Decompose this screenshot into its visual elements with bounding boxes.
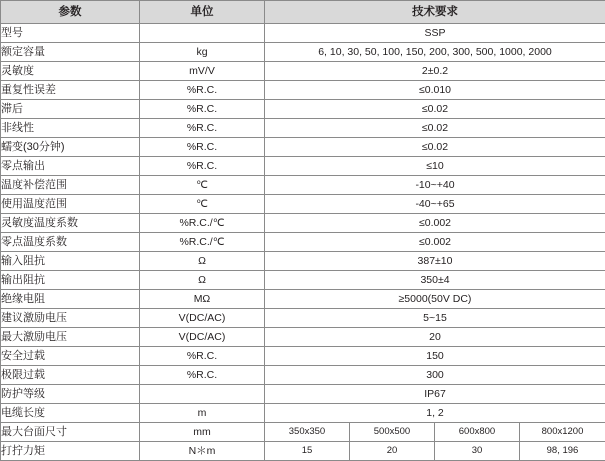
cell-requirement: -40~+65 [265, 195, 605, 214]
cell-parameter: 重复性误差 [1, 81, 140, 100]
cell-requirement-1: 15 [265, 442, 350, 461]
cell-parameter: 极限过载 [1, 366, 140, 385]
cell-requirement: ≤0.002 [265, 214, 605, 233]
cell-requirement: ≤0.02 [265, 100, 605, 119]
table-row [1, 214, 605, 233]
table-header [1, 1, 605, 24]
cell-parameter: 滞后 [1, 100, 140, 119]
cell-unit: Ω [140, 271, 265, 290]
cell-unit: %R.C./℃ [140, 214, 265, 233]
cell-unit: ℃ [140, 195, 265, 214]
cell-parameter: 最大台面尺寸 [1, 423, 140, 442]
table-row [1, 271, 605, 290]
cell-requirement-2: 500x500 [350, 423, 435, 442]
table-row [1, 138, 605, 157]
cell-unit: %R.C. [140, 81, 265, 100]
table-row [1, 252, 605, 271]
cell-parameter: 电缆长度 [1, 404, 140, 423]
table-row [1, 119, 605, 138]
cell-parameter: 型号 [1, 24, 140, 43]
cell-parameter: 蠕变(30分钟) [1, 138, 140, 157]
cell-requirement: ≤10 [265, 157, 605, 176]
table-row [1, 100, 605, 119]
cell-unit: m [140, 404, 265, 423]
cell-requirement: -10~+40 [265, 176, 605, 195]
cell-parameter: 输出阻抗 [1, 271, 140, 290]
cell-unit: N＊m [140, 442, 265, 461]
cell-unit: %R.C./℃ [140, 233, 265, 252]
table-row [1, 366, 605, 385]
cell-requirement: 150 [265, 347, 605, 366]
cell-unit [140, 24, 265, 43]
table-row [1, 385, 605, 404]
cell-requirement-4: 800x1200 [520, 423, 605, 442]
table-row [1, 81, 605, 100]
table-row [1, 328, 605, 347]
table-row [1, 309, 605, 328]
cell-unit: ℃ [140, 176, 265, 195]
cell-parameter: 灵敏度 [1, 62, 140, 81]
cell-requirement-3: 30 [435, 442, 520, 461]
table-row [1, 43, 605, 62]
cell-unit: mV/V [140, 62, 265, 81]
cell-parameter: 输入阻抗 [1, 252, 140, 271]
cell-requirement: ≤0.002 [265, 233, 605, 252]
cell-unit: MΩ [140, 290, 265, 309]
table-row [1, 176, 605, 195]
cell-parameter: 绝缘电阻 [1, 290, 140, 309]
cell-unit: kg [140, 43, 265, 62]
cell-unit: %R.C. [140, 157, 265, 176]
table-row [1, 24, 605, 43]
cell-parameter: 零点温度系数 [1, 233, 140, 252]
cell-requirement: 1, 2 [265, 404, 605, 423]
cell-requirement: ≤0.010 [265, 81, 605, 100]
cell-parameter: 灵敏度温度系数 [1, 214, 140, 233]
table-row [1, 347, 605, 366]
cell-parameter: 最大激励电压 [1, 328, 140, 347]
cell-requirement: 5~15 [265, 309, 605, 328]
cell-unit: %R.C. [140, 366, 265, 385]
cell-parameter: 非线性 [1, 119, 140, 138]
table-body [1, 24, 605, 461]
cell-requirement: 6, 10, 30, 50, 100, 150, 200, 300, 500, 1000, 2000 [265, 43, 605, 62]
cell-requirement: IP67 [265, 385, 605, 404]
table-row [1, 157, 605, 176]
cell-requirement: ≥5000(50V DC) [265, 290, 605, 309]
table-row [1, 290, 605, 309]
table-row [1, 233, 605, 252]
table-header-row [1, 1, 605, 24]
cell-requirement: 300 [265, 366, 605, 385]
table-row [1, 423, 605, 442]
cell-parameter: 额定容量 [1, 43, 140, 62]
cell-parameter: 防护等级 [1, 385, 140, 404]
column-header-parameter: 参数 [1, 1, 140, 24]
cell-unit: %R.C. [140, 138, 265, 157]
cell-unit: %R.C. [140, 100, 265, 119]
cell-parameter: 使用温度范围 [1, 195, 140, 214]
cell-unit: mm [140, 423, 265, 442]
cell-requirement: ≤0.02 [265, 138, 605, 157]
column-header-unit: 单位 [140, 1, 265, 24]
cell-requirement: SSP [265, 24, 605, 43]
cell-requirement: 350±4 [265, 271, 605, 290]
cell-parameter: 建议激励电压 [1, 309, 140, 328]
cell-requirement-4: 98, 196 [520, 442, 605, 461]
table-row [1, 62, 605, 81]
cell-unit: V(DC/AC) [140, 328, 265, 347]
cell-parameter: 安全过载 [1, 347, 140, 366]
cell-requirement-3: 600x800 [435, 423, 520, 442]
cell-unit: %R.C. [140, 119, 265, 138]
cell-unit [140, 385, 265, 404]
cell-unit: V(DC/AC) [140, 309, 265, 328]
cell-requirement: 387±10 [265, 252, 605, 271]
cell-parameter: 温度补偿范围 [1, 176, 140, 195]
cell-requirement-2: 20 [350, 442, 435, 461]
cell-parameter: 零点输出 [1, 157, 140, 176]
cell-requirement: ≤0.02 [265, 119, 605, 138]
cell-requirement: 2±0.2 [265, 62, 605, 81]
cell-unit: Ω [140, 252, 265, 271]
table-row [1, 442, 605, 461]
table-row [1, 195, 605, 214]
table-row [1, 404, 605, 423]
cell-unit: %R.C. [140, 347, 265, 366]
cell-requirement: 20 [265, 328, 605, 347]
cell-parameter: 打拧力矩 [1, 442, 140, 461]
cell-requirement-1: 350x350 [265, 423, 350, 442]
column-header-requirement: 技术要求 [265, 1, 605, 24]
